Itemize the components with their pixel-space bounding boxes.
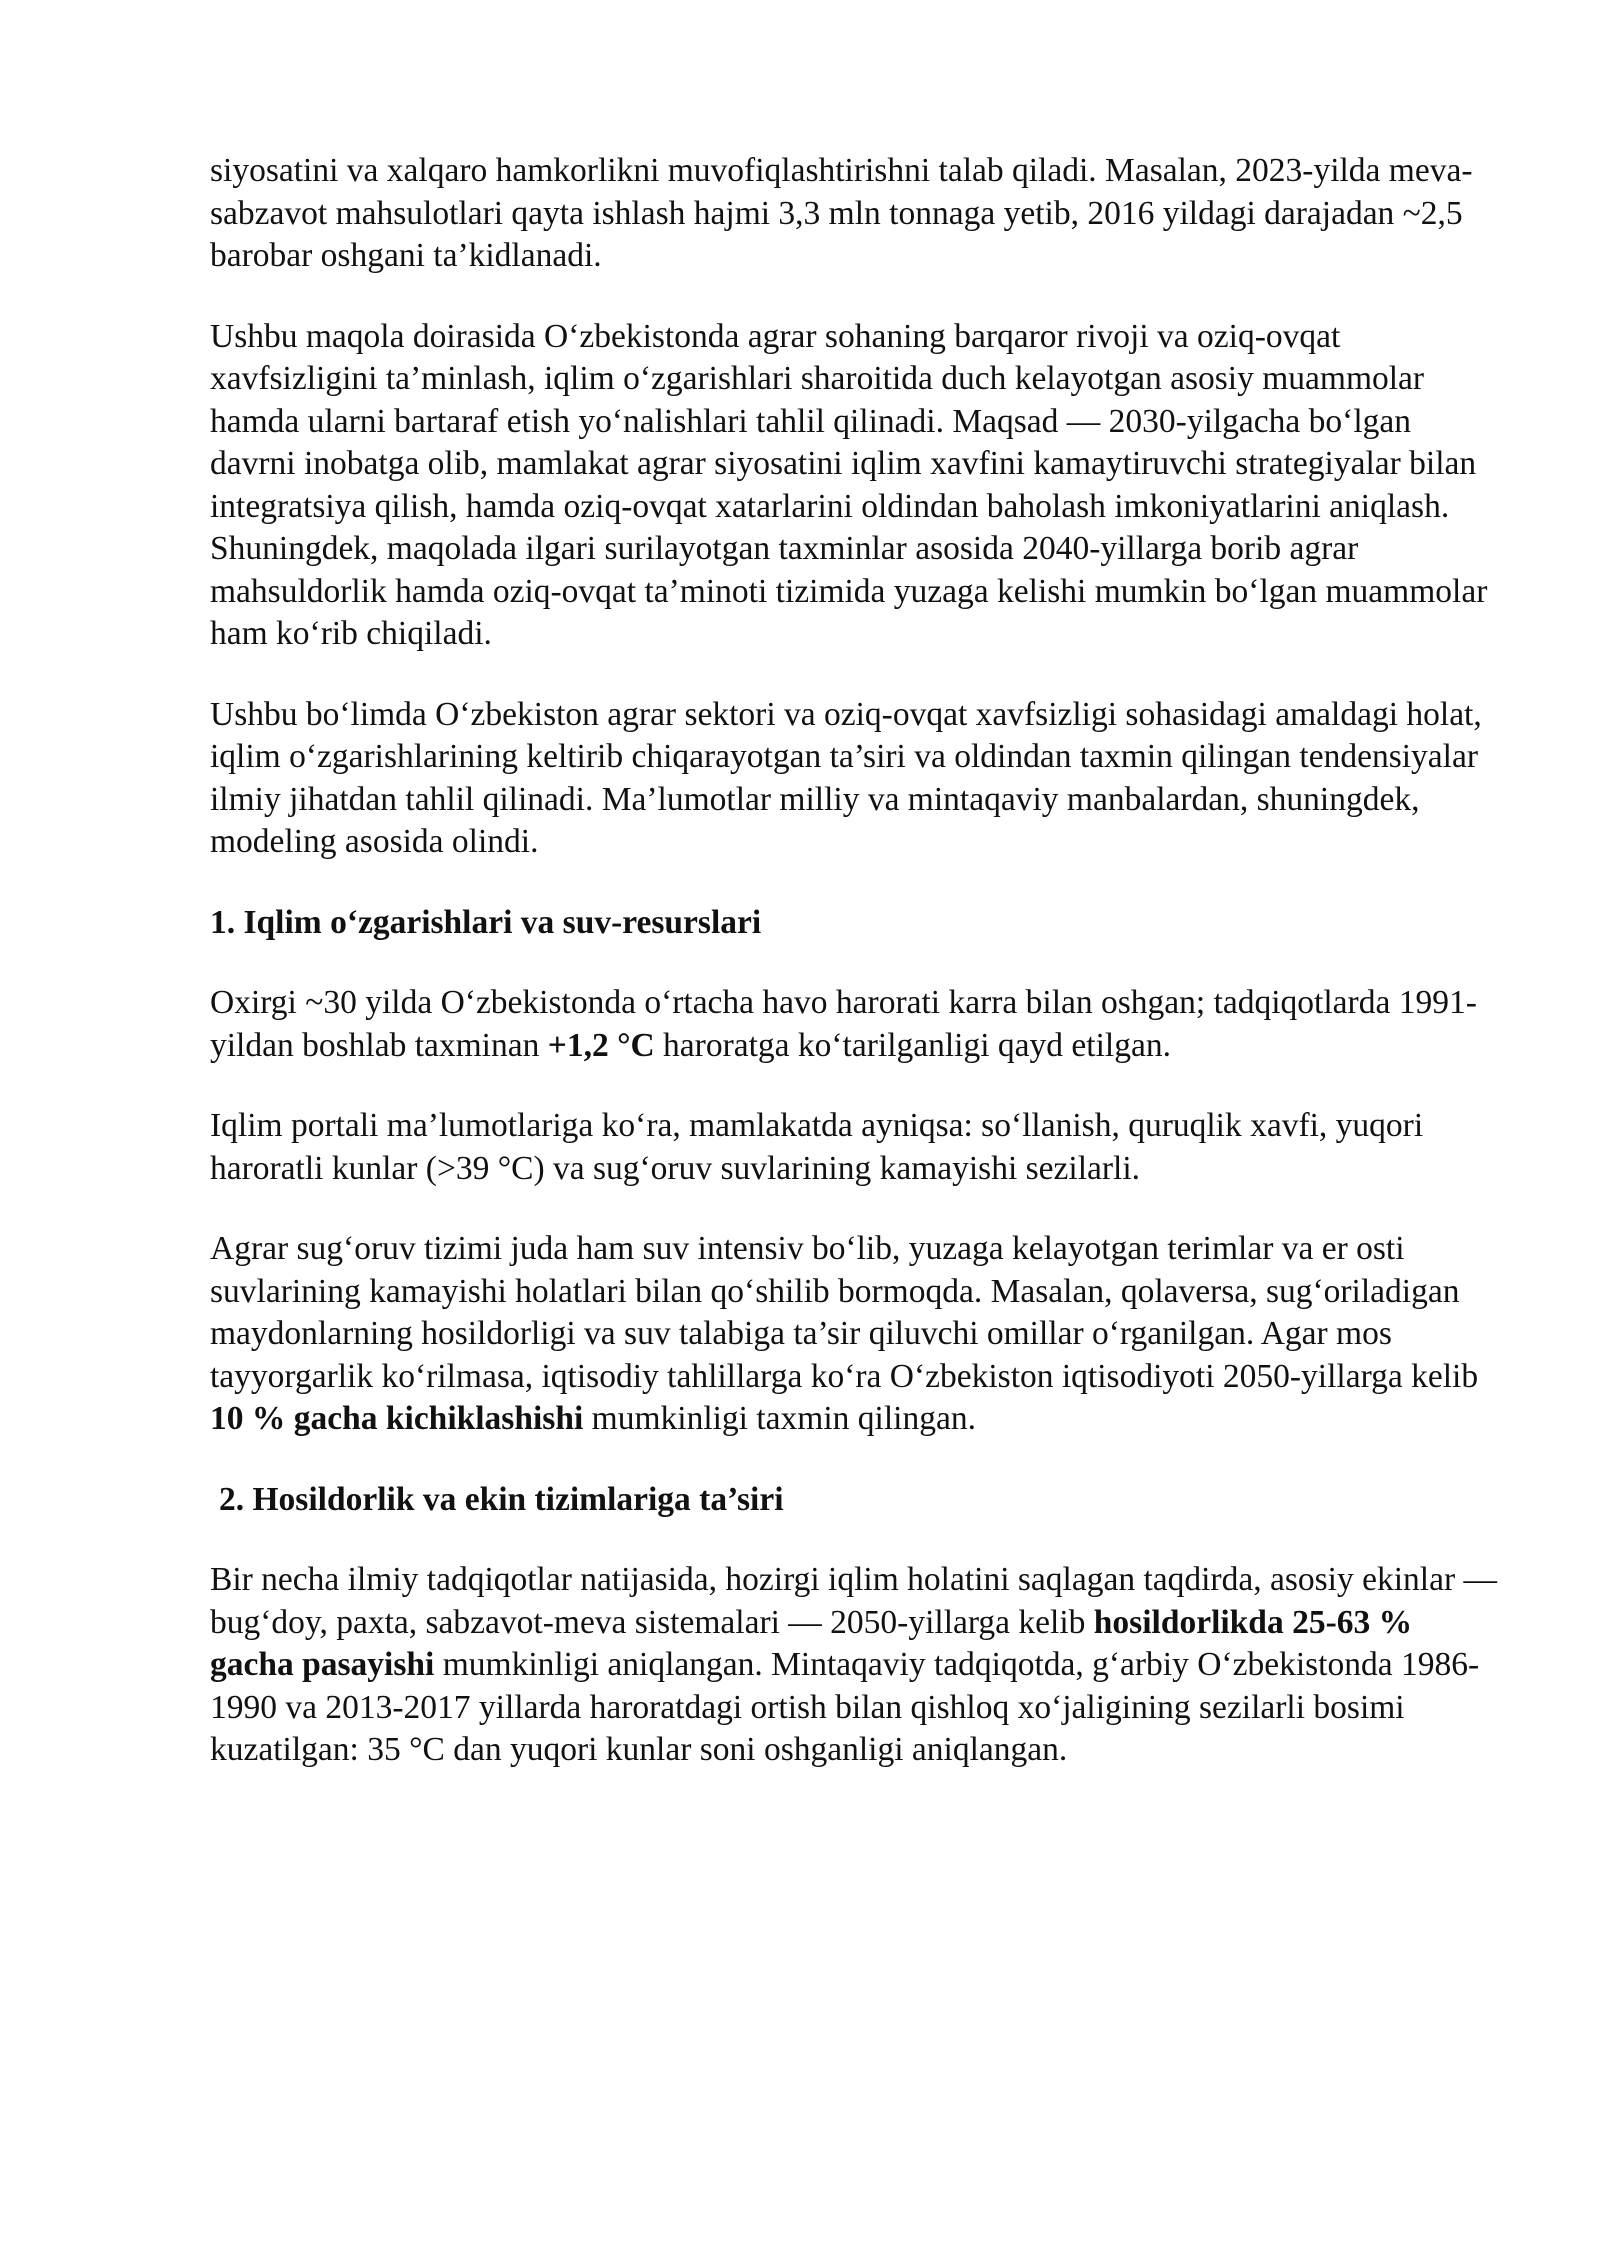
section-1-paragraph-3 (210, 1228, 1500, 1441)
section-2-paragraph-1 (210, 1559, 1500, 1772)
text-run: Bir necha ilmiy tadqiqotlar natijasida, hozirgi iqlim holatini saqlagan taqdirda, asosiy ekinlar — bug‘doy, paxta, sabzavot-meva sistemalari — 2050-yillarga kelib (210, 1561, 1497, 1641)
document-body (210, 150, 1500, 1810)
text-run: mumkinligi aniqlangan. Mintaqaviy tadqiqotda, g‘arbiy O‘zbekistonda 1986-1990 va 2013-2017 yillarda haroratdagi ortish bilan qishloq xo‘jaligining sezilarli bosimi kuzatilgan: 35 °C dan yuqori kunlar soni oshganligi aniqlangan. (210, 1646, 1480, 1768)
intro-paragraph-1: siyosatini va xalqaro hamkorlikni muvofiqlashtirishni talab qiladi. Masalan, 2023-yilda meva-sabzavot mahsulotlari qayta ishlash hajmi 3,3 mln tonnaga yetib, 2016 yildagi darajadan ~2,5 barobar oshgani ta’kidlanadi. (210, 152, 1473, 274)
bold-value: 10 % gacha kichiklashishi (210, 1400, 584, 1437)
bold-value: hosildorlikda 25-63 % gacha pasayishi (210, 1603, 1413, 1683)
bold-value: +1,2 °C (547, 1026, 655, 1064)
section-1-paragraph-2: Iqlim portali ma’lumotlariga ko‘ra, mamlakatda ayniqsa: so‘llanish, quruqlik xavfi, yuqori haroratli kunlar (>39 °C) va sug‘oruv suvlarining kamayishi sezilarli. (210, 1107, 1424, 1187)
text-run: mumkinligi taxmin qilingan. (583, 1400, 976, 1437)
section-2-heading: 2. Hosildorlik va ekin tizimlariga ta’siri (219, 1480, 784, 1518)
text-run: Oxirgi ~30 yilda O‘zbekistonda o‘rtacha havo harorati karra bilan oshgan; tadqiqotlarda 1991-yildan boshlab taxminan (210, 984, 1477, 1064)
intro-paragraph-3: Ushbu bo‘limda O‘zbekiston agrar sektori va oziq-ovqat xavfsizligi sohasidagi amaldagi holat, iqlim o‘zgarishlarining keltirib chiqarayotgan ta’siri va oldindan taxmin qilingan tendensiyalar ilmiy jihatdan tahlil qilinadi. Ma’lumotlar milliy va mintaqaviy manbalardan, shuningdek, modeling asosida olindi. (210, 695, 1482, 860)
text-run: haroratga ko‘tarilganligi qayd etilgan. (654, 1026, 1171, 1064)
section-1-heading: 1. Iqlim o‘zgarishlari va suv-resurslari (210, 903, 762, 941)
intro-paragraph-2: Ushbu maqola doirasida O‘zbekistonda agrar sohaning barqaror rivoji va oziq-ovqat xavfsizligini ta’minlash, iqlim o‘zgarishlari sharoitida duch kelayotgan asosiy muammolar hamda ularni bartaraf etish yo‘nalishlari tahlil qilinadi. Maqsad — 2030-yilgacha bo‘lgan davrni inobatga olib, mamlakat agrar siyosatini iqlim xavfini kamaytiruvchi strategiyalar bilan integratsiya qilish, hamda oziq-ovqat xatarlarini oldindan baholash imkoniyatlarini aniqlash. Shuningdek, maqolada ilgari surilayotgan taxminlar asosida 2040-yillarga borib agrar mahsuldorlik hamda oziq-ovqat ta’minoti tizimida yuzaga kelishi mumkin bo‘lgan muammolar ham ko‘rib chiqiladi. (210, 317, 1488, 652)
text-run: Agrar sug‘oruv tizimi juda ham suv intensiv bo‘lib, yuzaga kelayotgan terimlar va er osti suvlarining kamayishi holatlari bilan qo‘shilib bormoqda. Masalan, qolaversa, sug‘oriladigan maydonlarning hosildorligi va suv talabiga ta’sir qiluvchi omillar o‘rganilgan. Agar mos tayyorgarlik ko‘rilmasa, iqtisodiy tahlillarga ko‘ra O‘zbekiston iqtisodiyoti 2050-yillarga kelib (210, 1230, 1479, 1395)
section-1-paragraph-1 (210, 982, 1500, 1067)
